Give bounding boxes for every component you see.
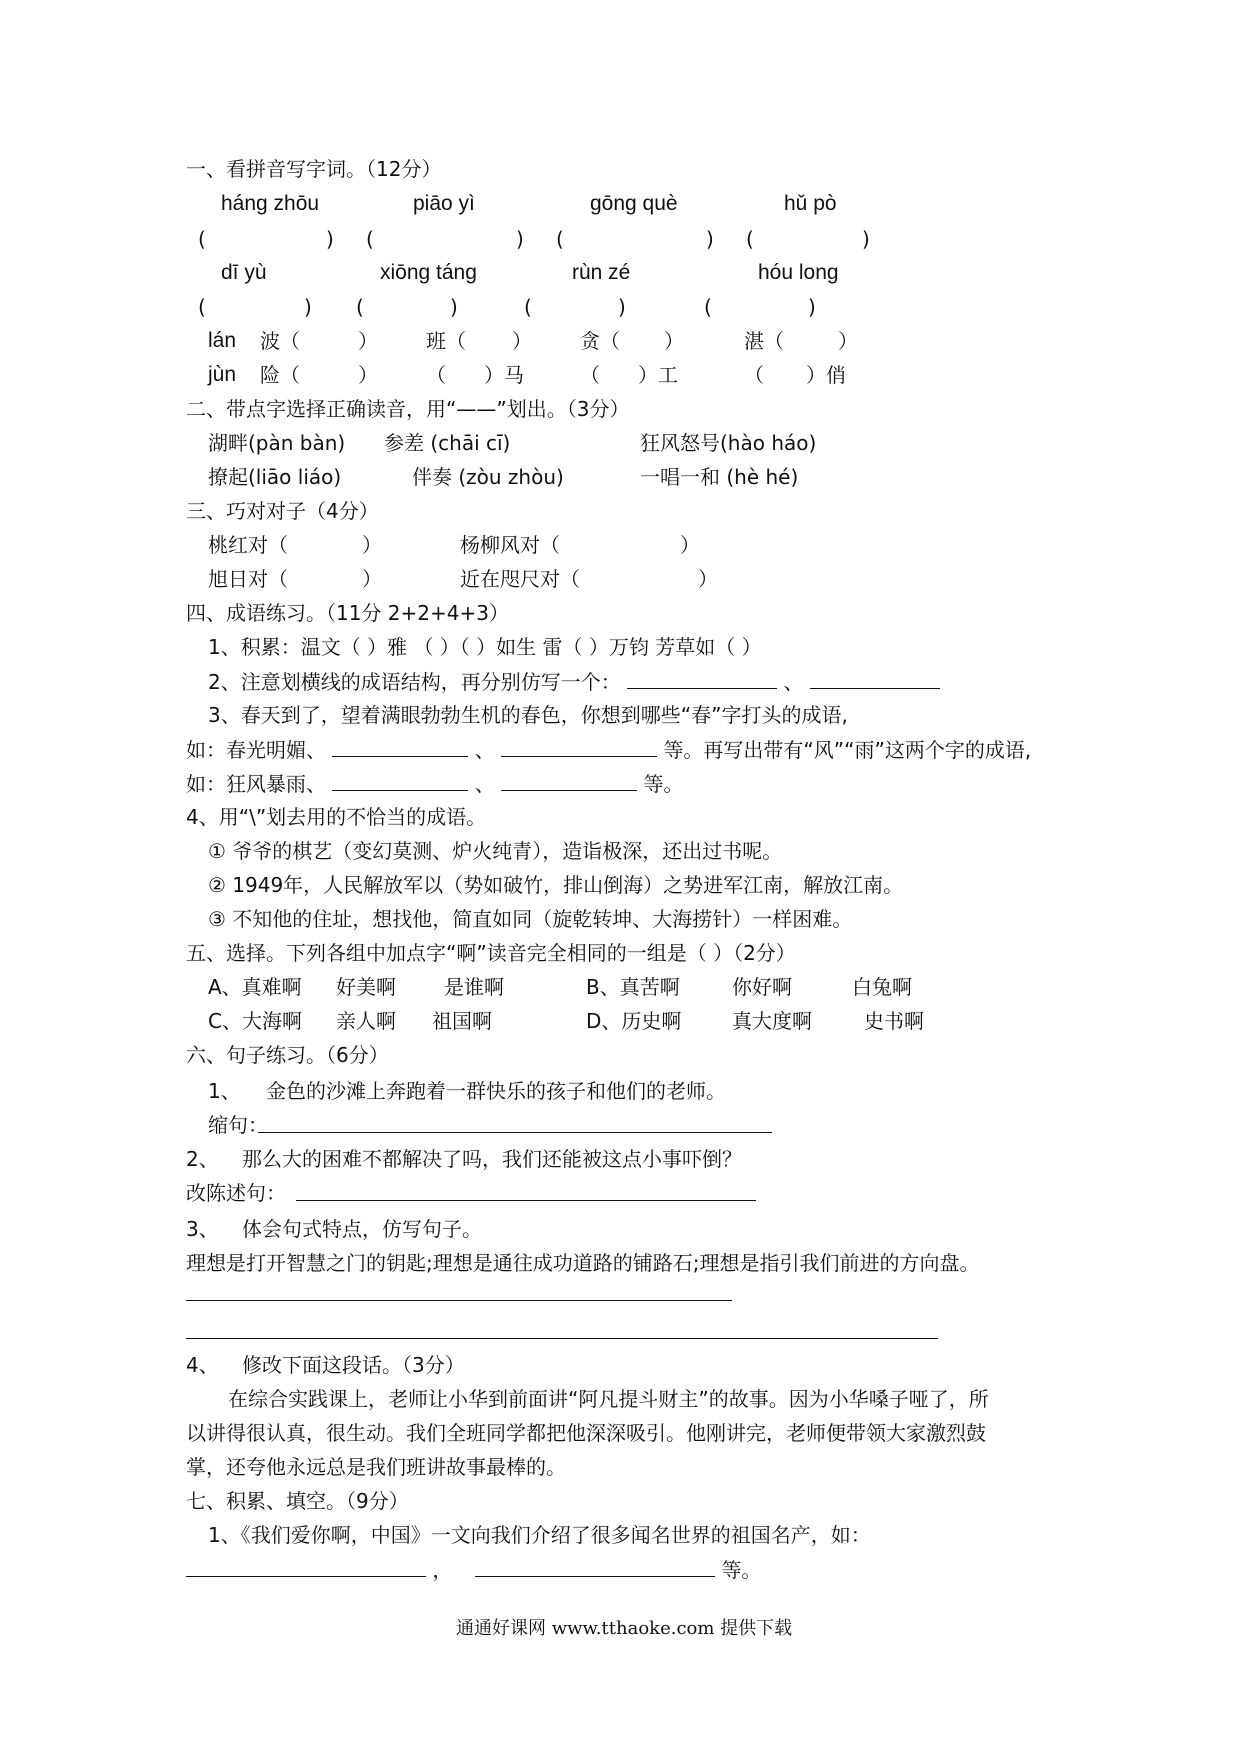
jun-item: ） xyxy=(358,363,378,387)
pinyin-5: dī yù xyxy=(221,261,267,284)
reading-item: 伴奏 (zòu zhòu) xyxy=(412,465,564,489)
section-3-title: 三、巧对对子（4分） xyxy=(186,499,379,523)
jun-item: ）俏 xyxy=(806,363,846,387)
accumulate-q1: 1、《我们爱你啊，中国》一文向我们介绍了很多闻名世界的祖国名产，如： xyxy=(208,1523,871,1547)
sentence-q2-text: 那么大的困难不都解决了吗，我们还能被这点小事吓倒？ xyxy=(242,1147,742,1171)
answer-paren-open: ( xyxy=(198,227,206,251)
section-7-title: 七、积累、填空。（9分） xyxy=(186,1489,409,1513)
pinyin-2: piāo yì xyxy=(413,192,475,215)
answer-blank[interactable] xyxy=(501,770,637,791)
couplet-item: ） xyxy=(698,567,718,591)
jun-item: ）马 xyxy=(484,363,524,387)
idiom-q4-item: ① 爷爷的棋艺（变幻莫测、炉火纯青），造诣极深，还出过书呢。 xyxy=(208,839,783,863)
answer-blank[interactable] xyxy=(332,736,468,757)
idiom-q2 xyxy=(208,668,940,695)
choice-option: D、历史啊 xyxy=(586,1009,682,1033)
section-1-title: 一、看拼音写字词。（12分） xyxy=(186,157,442,181)
jun-item: ）工 xyxy=(638,363,678,387)
choice-option: 真大度啊 xyxy=(732,1009,812,1033)
choice-option: 你好啊 xyxy=(732,975,792,999)
sentence-q1-label: 缩句： xyxy=(208,1113,268,1137)
reading-item: 一唱一和 (hè hé) xyxy=(640,465,799,489)
pinyin-jun: jùn xyxy=(208,363,237,386)
answer-paren-close: ) xyxy=(304,295,312,319)
pinyin-3: gōng què xyxy=(590,192,678,215)
choice-option: 好美啊 xyxy=(336,975,396,999)
choice-option: A、真难啊 xyxy=(208,975,302,999)
pinyin-1: háng zhōu xyxy=(221,192,320,215)
answer-paren-close: ) xyxy=(516,227,524,251)
answer-paren-open: ( xyxy=(524,295,532,319)
jun-item: （ xyxy=(426,363,446,387)
idiom-q2-text: 2、注意划横线的成语结构，再分别仿写一个： xyxy=(208,670,621,694)
choice-option: B、真苦啊 xyxy=(586,975,680,999)
idiom-example: 如：春光明媚、 xyxy=(186,738,326,762)
section-5-title: 五、选择。下列各组中加点字“啊”读音完全相同的一组是（ ）（2分） xyxy=(186,941,796,965)
paragraph-line: 掌，还夸他永远总是我们班讲故事最棒的。 xyxy=(186,1455,566,1479)
sentence-q2-label: 改陈述句： xyxy=(186,1181,286,1205)
answer-line[interactable] xyxy=(258,1132,772,1133)
idiom-q1: 1、积累：温文（ ）雅 （ ）（ ）如生 雷（ ）万钧 芳草如（ ） xyxy=(208,635,762,659)
idiom-q4-item: ② 1949年，人民解放军以（势如破竹，排山倒海）之势进军江南，解放江南。 xyxy=(208,873,904,897)
idiom-q3-text: 等。再写出带有“风”“雨”这两个字的成语, xyxy=(663,738,1032,762)
answer-paren-close: ) xyxy=(808,295,816,319)
lan-item: ） xyxy=(512,329,532,353)
answer-paren-open: ( xyxy=(556,227,564,251)
couplet-item: ） xyxy=(680,533,700,557)
couplet-item: 旭日对（ xyxy=(208,567,288,591)
couplet-item: 近在咫尺对（ xyxy=(460,567,580,591)
sentence-q4-text: 修改下面这段话。（3分） xyxy=(242,1353,465,1377)
section-4-title: 四、成语练习。（11分 2+2+4+3） xyxy=(186,601,509,625)
paragraph-line: 在综合实践课上，老师让小华到前面讲“阿凡提斗财主”的故事。因为小华嗓子哑了，所 xyxy=(228,1387,989,1411)
answer-paren-open: ( xyxy=(356,295,364,319)
lan-item: ） xyxy=(664,329,684,353)
lan-item: ） xyxy=(358,329,378,353)
pinyin-lan: lán xyxy=(208,329,237,352)
separator: ， xyxy=(432,1558,453,1582)
pinyin-7: rùn zé xyxy=(572,261,631,284)
reading-item: 撩起(liāo liáo) xyxy=(208,465,342,489)
idiom-q4-item: ③ 不知他的住址，想找他，简直如同（旋乾转坤、大海捞针）一样困难。 xyxy=(208,907,853,931)
end-text: 等。 xyxy=(721,1558,762,1582)
idiom-q3-line3 xyxy=(186,770,683,797)
couplet-item: ） xyxy=(362,567,382,591)
lan-item: ） xyxy=(838,329,858,353)
pinyin-8: hóu long xyxy=(758,261,839,284)
answer-paren-open: ( xyxy=(366,227,374,251)
page-footer: 通通好课网 www.tthaoke.com 提供下载 xyxy=(456,1618,793,1639)
sentence-q2-num: 2、 xyxy=(186,1147,219,1171)
section-6-title: 六、句子练习。（6分） xyxy=(186,1043,389,1067)
choice-option: 是谁啊 xyxy=(444,975,504,999)
answer-line[interactable] xyxy=(186,1300,732,1301)
reading-item: 狂风怒号(hào háo) xyxy=(640,431,817,455)
sentence-q3-num: 3、 xyxy=(186,1217,219,1241)
sentence-q3-example: 理想是打开智慧之门的钥匙;理想是通往成功道路的铺路石;理想是指引我们前进的方向盘。 xyxy=(186,1251,980,1275)
answer-blank[interactable] xyxy=(627,668,777,689)
paragraph-line: 以讲得很认真，很生动。我们全班同学都把他深深吸引。他刚讲完，老师便带领大家激烈鼓 xyxy=(186,1421,986,1445)
answer-paren-close: ) xyxy=(618,295,626,319)
choice-option: 白兔啊 xyxy=(852,975,912,999)
pinyin-4: hǔ pò xyxy=(784,192,837,215)
separator: 、 xyxy=(474,738,495,762)
separator: 、 xyxy=(783,670,804,694)
idiom-example: 如：狂风暴雨、 xyxy=(186,772,326,796)
accumulate-q1-answers xyxy=(186,1556,761,1583)
jun-item: （ xyxy=(744,363,764,387)
idiom-q3-text: 等。 xyxy=(643,772,684,796)
sentence-q3-text: 体会句式特点，仿写句子。 xyxy=(242,1217,482,1241)
choice-option: C、大海啊 xyxy=(208,1009,302,1033)
answer-paren-open: ( xyxy=(198,295,206,319)
lan-item: 贪（ xyxy=(580,329,620,353)
answer-blank[interactable] xyxy=(501,736,657,757)
answer-paren-open: ( xyxy=(746,227,754,251)
lan-item: 湛（ xyxy=(744,329,784,353)
choice-option: 亲人啊 xyxy=(336,1009,396,1033)
sentence-q4-num: 4、 xyxy=(186,1353,219,1377)
reading-item: 湖畔(pàn bàn) xyxy=(208,431,346,455)
answer-paren-close: ) xyxy=(326,227,334,251)
separator: 、 xyxy=(474,772,495,796)
section-2-title: 二、带点字选择正确读音，用“——”划出。（3分） xyxy=(186,397,630,421)
pinyin-6: xiōng táng xyxy=(380,261,477,284)
choice-option: 史书啊 xyxy=(864,1009,924,1033)
answer-line[interactable] xyxy=(186,1338,938,1339)
jun-item: 险（ xyxy=(260,363,300,387)
choice-option: 祖国啊 xyxy=(432,1009,492,1033)
idiom-q3-line1: 3、春天到了，望着满眼勃勃生机的春色，你想到哪些“春”字打头的成语, xyxy=(208,703,848,727)
couplet-item: ） xyxy=(362,533,382,557)
answer-blank[interactable] xyxy=(810,668,940,689)
answer-blank[interactable] xyxy=(186,1556,426,1577)
reading-item: 参差 (chāi cī) xyxy=(384,431,511,455)
sentence-q1-num: 1、 xyxy=(208,1079,241,1103)
answer-paren-close: ) xyxy=(450,295,458,319)
answer-blank[interactable] xyxy=(475,1556,715,1577)
answer-paren-close: ) xyxy=(706,227,714,251)
lan-item: 班（ xyxy=(426,329,466,353)
answer-line[interactable] xyxy=(296,1200,756,1201)
answer-paren-close: ) xyxy=(862,227,870,251)
couplet-item: 杨柳风对（ xyxy=(460,533,560,557)
answer-blank[interactable] xyxy=(332,770,468,791)
sentence-q1-text: 金色的沙滩上奔跑着一群快乐的孩子和他们的老师。 xyxy=(266,1079,726,1103)
idiom-q3-line2 xyxy=(186,736,1031,763)
idiom-q4-title: 4、用“\”划去用的不恰当的成语。 xyxy=(186,805,487,829)
jun-item: （ xyxy=(580,363,600,387)
lan-item: 波（ xyxy=(260,329,300,353)
answer-paren-open: ( xyxy=(704,295,712,319)
couplet-item: 桃红对（ xyxy=(208,533,288,557)
